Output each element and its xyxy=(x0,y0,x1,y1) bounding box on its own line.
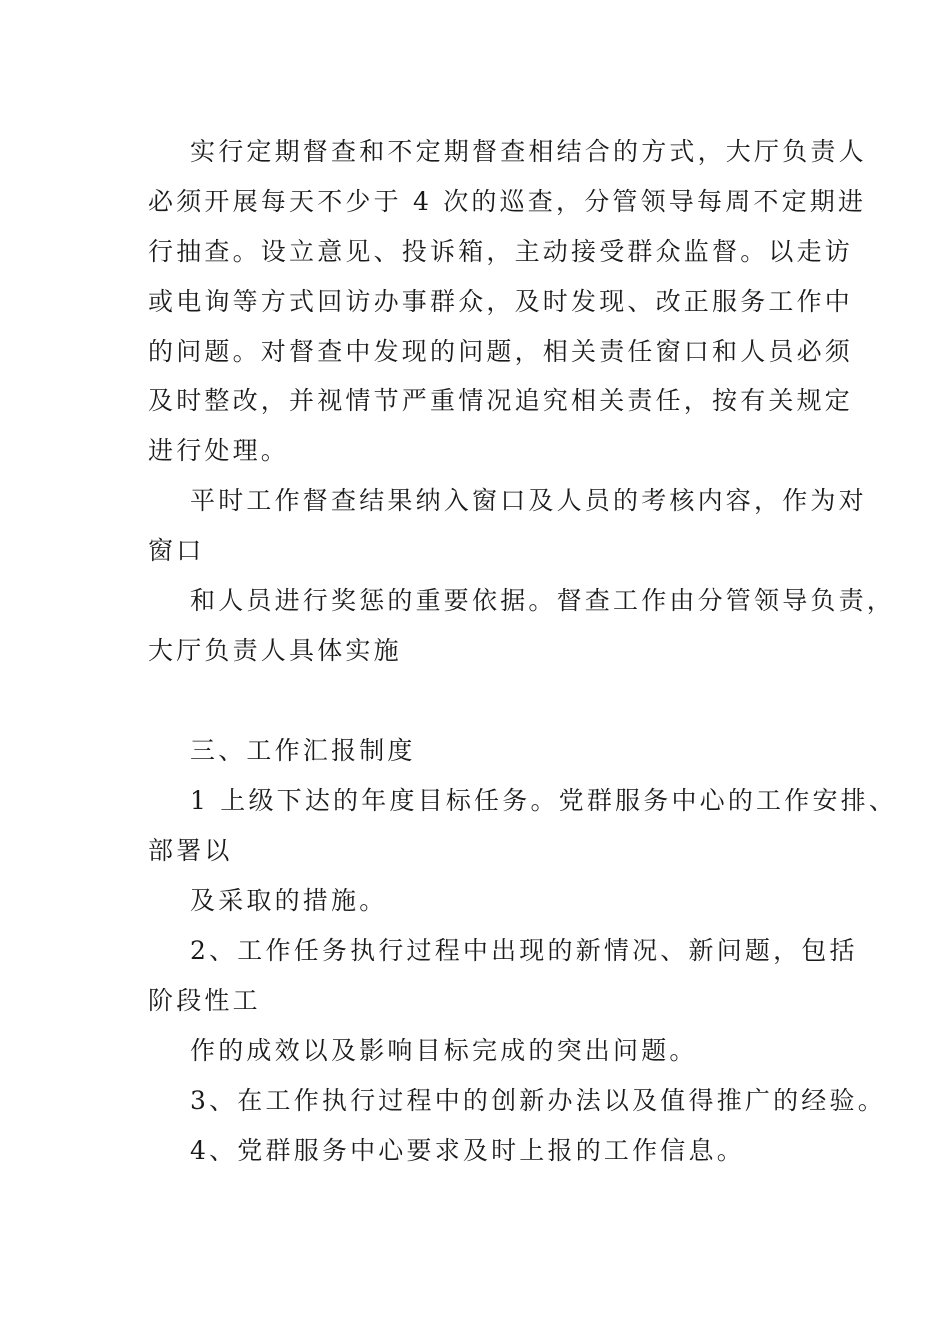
paragraph-line: 行抽查。设立意见、投诉箱，主动接受群众监督。以走访 xyxy=(148,237,854,266)
paragraph-line: 大厅负责人具体实施 xyxy=(148,636,402,665)
paragraph-line: 窗口 xyxy=(148,536,205,565)
paragraph-line: 或电询等方式回访办事群众，及时发现、改正服务工作中 xyxy=(148,287,854,316)
section-heading: 三、工作汇报制度 xyxy=(190,736,416,765)
list-item-line: 2、工作任务执行过程中出现的新情况、新问题，包括 xyxy=(190,936,858,965)
paragraph-line: 平时工作督查结果纳入窗口及人员的考核内容，作为对 xyxy=(190,486,867,515)
list-item-line: 1 上级下达的年度目标任务。党群服务中心的工作安排、 xyxy=(190,786,898,815)
paragraph-line: 实行定期督查和不定期督查相结合的方式，大厅负责人 xyxy=(190,137,867,166)
paragraph-line: 及时整改，并视情节严重情况追究相关责任，按有关规定 xyxy=(148,386,854,415)
paragraph-line: 和人员进行奖惩的重要依据。督查工作由分管领导负责， xyxy=(190,586,896,615)
list-item-line: 4、党群服务中心要求及时上报的工作信息。 xyxy=(190,1136,745,1165)
list-item-line: 3、在工作执行过程中的创新办法以及值得推广的经验。 xyxy=(190,1086,886,1115)
paragraph-line: 的问题。对督查中发现的问题，相关责任窗口和人员必须 xyxy=(148,337,854,366)
list-item-line: 及采取的措施。 xyxy=(190,886,388,915)
list-item-line: 阶段性工 xyxy=(148,986,261,1015)
list-item-line: 部署以 xyxy=(148,836,233,865)
list-item-line: 作的成效以及影响目标完成的突出问题。 xyxy=(190,1036,698,1065)
paragraph-line: 进行处理。 xyxy=(148,436,290,465)
paragraph-line: 必须开展每天不少于 4 次的巡查，分管领导每周不定期进 xyxy=(148,187,867,216)
